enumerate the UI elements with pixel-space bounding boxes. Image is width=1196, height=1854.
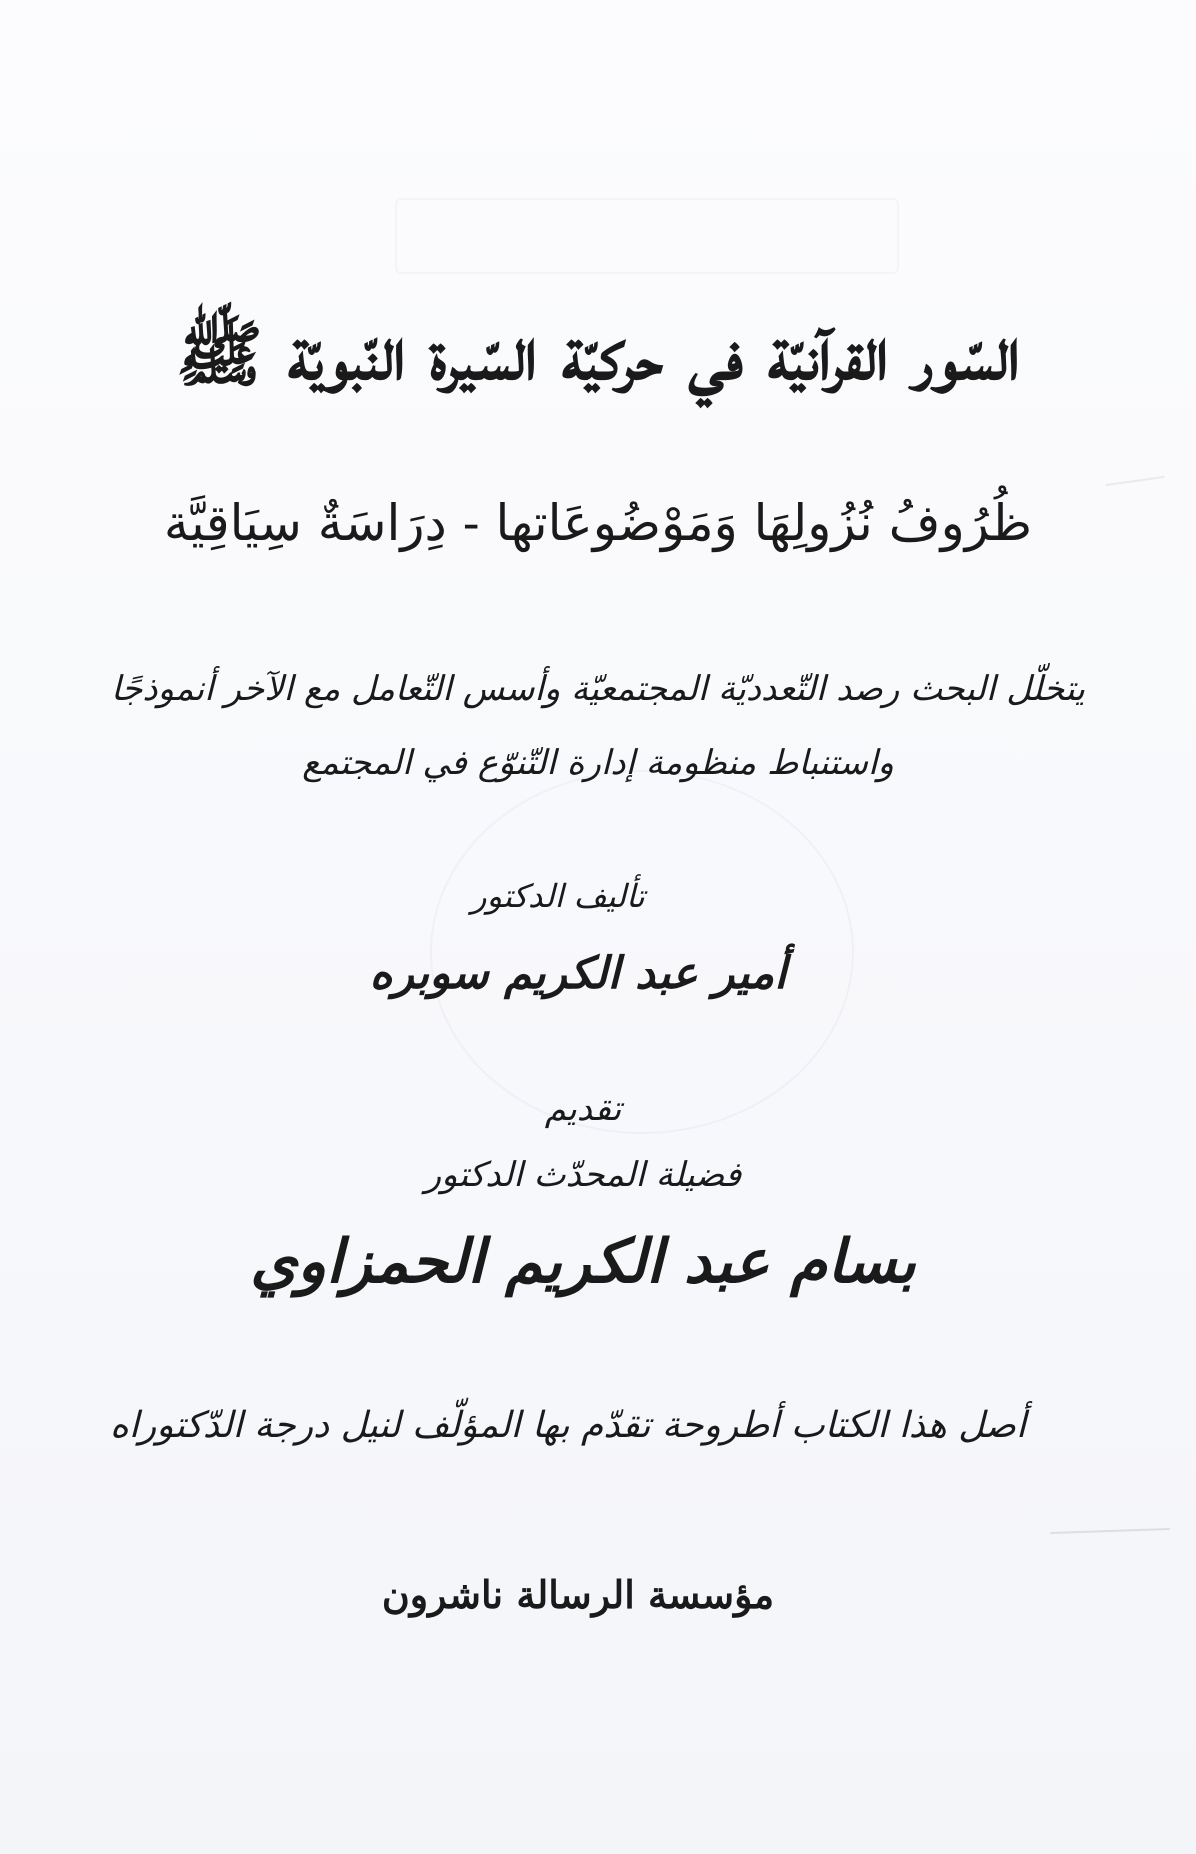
description-line-2: واستنباط منظومة إدارة التّنوّع في المجتمع (302, 743, 894, 783)
book-subtitle: ظُرُوفُ نُزُولِهَا وَمَوْضُوعَاتها - دِرَاسَةٌ سِيَاقِيَّة (163, 494, 1033, 552)
edge-mark (1105, 476, 1165, 486)
author-label: تأليف الدكتور (471, 877, 645, 915)
introducer-name: بسام عبد الكريم الحمزاوي (250, 1227, 916, 1297)
publisher-name: مؤسسة الرسالة ناشرون (381, 1572, 775, 1617)
book-title: السّور القرآنيّة في حركيّة السّيرة النّبويّة ﷺ (176, 311, 1020, 396)
author-name: أمير عبد الكريم سوبره (369, 948, 787, 999)
show-through-frame (395, 198, 899, 274)
edge-mark (1050, 1528, 1170, 1534)
description-line-1: يتخلّل البحث رصد التّعدديّة المجتمعيّة وأسس التّعامل مع الآخر أنموذجًا (111, 669, 1085, 709)
introduction-descriptor: فضيلة المحدّث الدكتور (424, 1155, 742, 1195)
thesis-origin-note: أصل هذا الكتاب أطروحة تقدّم بها المؤلّف لنيل درجة الدّكتوراه (110, 1405, 1026, 1446)
introduction-label: تقديم (544, 1089, 622, 1129)
